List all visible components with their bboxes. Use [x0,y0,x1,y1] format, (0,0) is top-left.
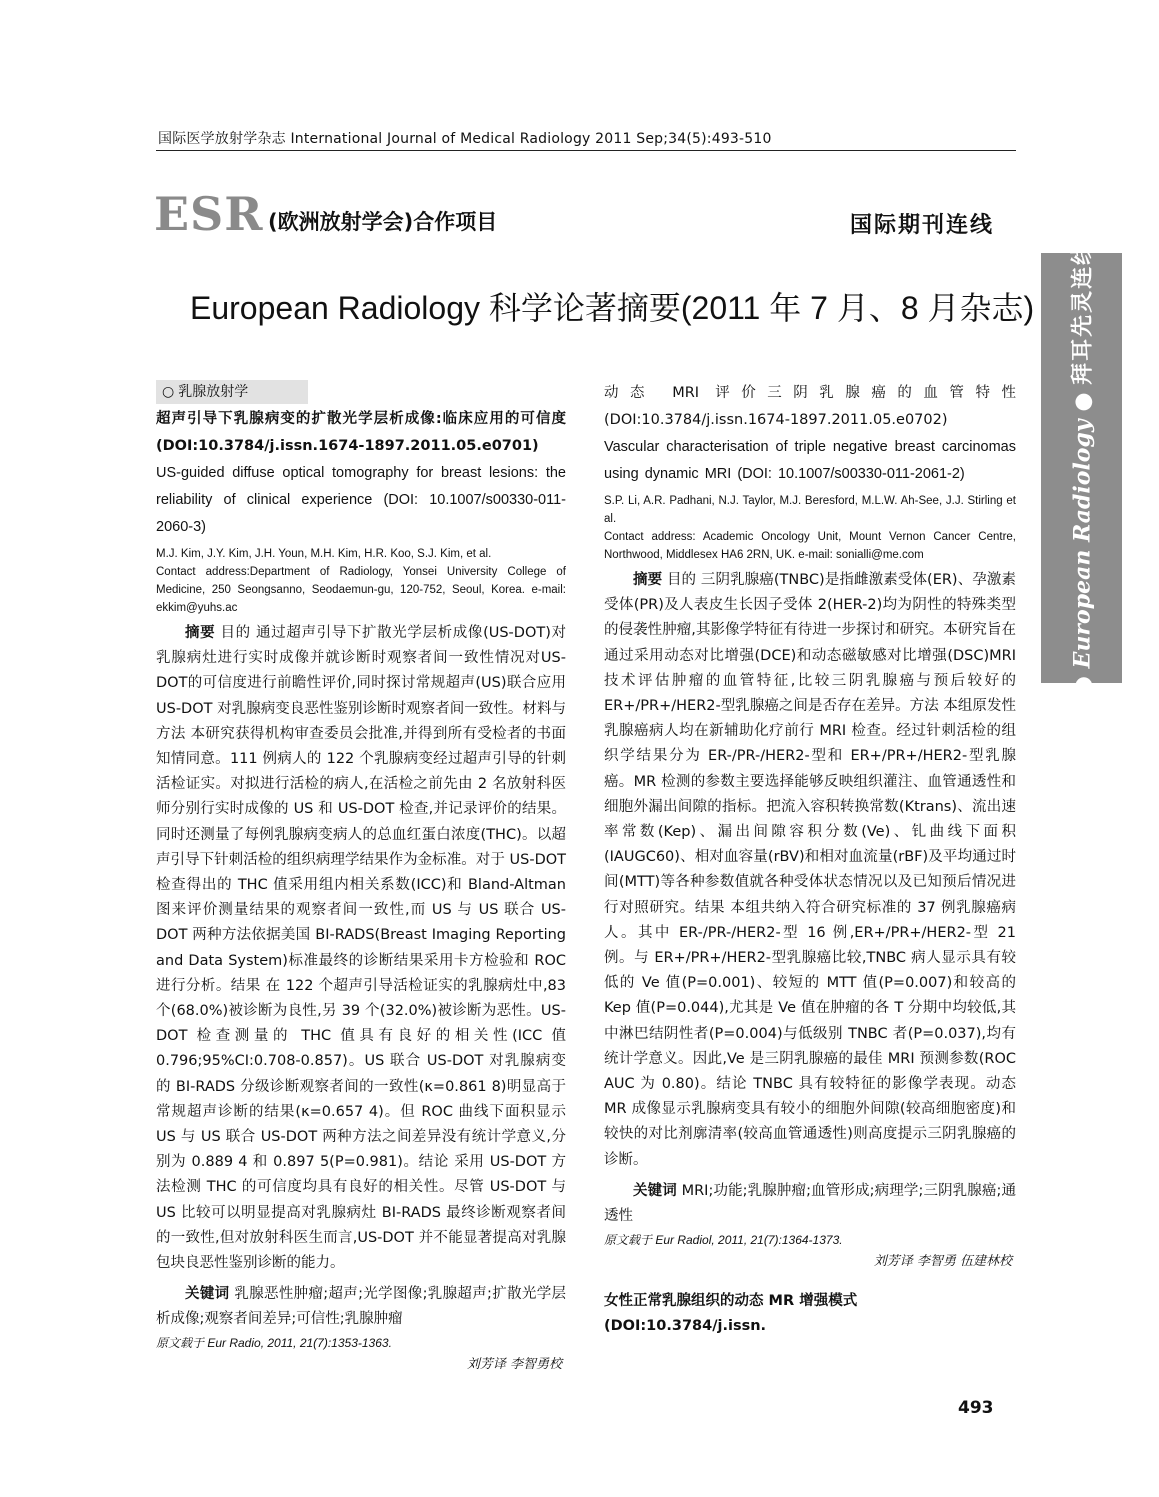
article2-contact: Contact address: Academic Oncology Unit, Mount Vernon Cancer Centre, Northwood, Middlesex HA6 2RN, UK. e-mail: sonialli@me.com [604,531,1016,561]
side-band-text: ● European Radiology ● 拜耳先灵连线 [1069,240,1096,696]
article3-title-cn: 女性正常乳腺组织的动态 MR 增强模式(DOI:10.3784/j.issn. [604,1292,858,1334]
article1-keywords [156,1282,566,1332]
article1-source: 原文载于 Eur Radio, 2011, 21(7):1353-1363. [156,1336,392,1351]
article2-title-cn: 动态 MRI 评价三阴乳腺癌的血管特性(DOI:10.3784/j.issn.1674-1897.2011.05.e0702) [604,385,1016,428]
section-tag-label: 乳腺放射学 [178,384,249,400]
article2-abstract-text: 目的 三阴乳腺癌(TNBC)是指雌激素受体(ER)、孕激素受体(PR)及人表皮生长因子受体 2(HER-2)均为阴性的特殊类型的侵袭性肿瘤,其影像学特征有待进一步探讨和研究。本研究旨在通过采用动态对比增强(DCE)和动态磁敏感对比增强(DSC)MRI 技术评估肿瘤的血管特征,比较三阴乳腺癌与预后较好的 ER+/PR+/HER2-型乳腺癌之间是否存在差异。方法 本组原发性乳腺癌病人均在新辅助化疗前行 MRI 检查。经过针刺活检的组织学结果分为 ER-/PR-/HER2-型和 ER+/PR+/HER2-型乳腺癌。MR 检测的参数主要选择能够反映组织灌注、血管通透性和细胞外漏出间隙的指标。把流入容积转换常数(Ktrans)、流出速率常数(Kep)、漏出间隙容积分数(Ve)、钆曲线下面积(IAUGC60)、相对血容量(rBV)和相对血流量(rBF)及平均通过时间(MTT)等各种参数值就各种受体状态情况以及已知预后情况进行对照研究。结果 本组共纳入符合研究标准的 37 例乳腺癌病人。其中 ER-/PR-/HER2-型 16 例,ER+/PR+/HER2-型 21 例。与 ER+/PR+/HER2-型乳腺癌比较,TNBC 病人显示具有较低的 Ve 值(P=0.001)、较短的 MTT 值(P=0.007)和较高的 Kep 值(P=0.044),尤其是 Ve 值在肿瘤的各 T 分期中均较低,其中淋巴结阴性者(P=0.004)与低级别 TNBC 者(P=0.037),均有统计学意义。因此,Ve 是三阴乳腺癌的最佳 MRI 预测参数(ROC AUC 为 0.80)。结论 TNBC 具有较特征的影像学表现。动态 MR 成像显示乳腺病变具有较小的细胞外间隙(较高细胞密度)和较快的对比剂廓清率(较高血管通透性)则高度提示三阴乳腺癌的诊断。 [604,572,1017,1168]
article1-abstract-label: 摘要 [185,625,216,641]
article1-contact: Contact address:Department of Radiology, Yonsei University College of Medicine, 250 Seongsanno, Seodaemun-gu, 120-752, Seoul, Korea. e-mail: ekkim@yuhs.ac [156,566,566,614]
article2-keywords-label: 关键词 [633,1182,677,1199]
article2-source: 原文载于 Eur Radiol, 2011, 21(7):1364-1373. [604,1232,843,1247]
article1-abstract-text: 目的 通过超声引导下扩散光学层析成像(US-DOT)对乳腺病灶进行实时成像并就诊断时观察者间一致性情况对US-DOT的可信度进行前瞻性评价,同时探讨常规超声(US)联合应用 US-DOT 对乳腺病变良恶性鉴别诊断时观察者间一致性。材料与方法 本研究获得机构审查委员会批准,并得到所有受检者的书面知情同意。111 例病人的 122 个乳腺病变经过超声引导的针刺活检证实。对拟进行活检的病人,在活检之前先由 2 名放射科医师分别行实时成像的 US 和 US-DOT 检查,并记录评价的结果。同时还测量了每例乳腺病变病人的总血红蛋白浓度(THC)。以超声引导下针刺活检的组织病理学结果作为金标准。对于 US-DOT 检查得出的 THC 值采用组内相关系数(ICC)和 Bland-Altman 图来评价测量结果的观察者间一致性,而 US 与 US 联合 US-DOT 两种方法依据美国 BI-RADS(Breast Imaging Reporting and Data System)标准最终的诊断结果采用卡方检验和 ROC 进行分析。结果 在 122 个超声引导活检证实的乳腺病灶中,83 个(68.0%)被诊断为良性,另 39 个(32.0%)被诊断为恶性。US-DOT 检查测量的 THC 值具有良好的相关性(ICC 值 0.796;95%CI:0.708-0.857)。US 联合 US-DOT 对乳腺病变的 BI-RADS 分级诊断观察者间的一致性(κ=0.861 8)明显高于常规超声诊断的结果(κ=0.657 4)。但 ROC 曲线下面积显示 US 与 US 联合 US-DOT 两种方法之间差异没有统计学意义,分别为 0.889 4 和 0.897 5(P=0.981)。结论 采用 US-DOT 方法检测 THC 的可信度均具有良好的相关性。尽管 US-DOT 与 US 比较可以明显提高对乳腺病灶 BI-RADS 最终诊断观察者间的一致性,但对放射科医生而言,US-DOT 并不能显著提高对乳腺包块良恶性鉴别诊断的能力。 [156,625,567,1272]
article1-translator: 刘芳译 李智勇校 [466,1357,562,1373]
side-band-label: 拜耳先灵连线 [1070,240,1096,385]
esr-subtitle: (欧洲放射学会)合作项目 [268,210,498,234]
page-number: 493 [958,1398,994,1418]
article1-title-cn: 超声引导下乳腺病变的扩散光学层析成像:临床应用的可信度(DOI:10.3784/j.issn.1674-1897.2011.05.e0701) [156,411,566,454]
article1-keywords-label: 关键词 [185,1286,230,1303]
column-label: 国际期刊连线 [850,213,995,238]
article1-title-en: US-guided diffuse optical tomography for breast lesions: the reliability of clinical experience (DOI: 10.1007/s00330-011-2060-3) [156,465,566,535]
esr-logo: ESR [154,187,264,241]
header-rule [156,150,1016,151]
side-band-journal: European Radiology [1069,419,1096,669]
article1-authors: M.J. Kim, J.Y. Kim, J.H. Youn, M.H. Kim, H.R. Koo, S.J. Kim, et al. [156,548,492,560]
side-band [1041,240,1122,696]
article2-abstract-label: 摘要 [633,572,663,588]
left-column [156,380,566,1376]
running-header: 国际医学放射学杂志 International Journal of Medical Radiology 2011 Sep;34(5):493-510 [158,131,772,147]
section-tag [156,380,308,404]
article2-translator: 刘芳译 李智勇 伍建林校 [873,1253,1012,1269]
right-column [604,380,1016,1339]
article2-keywords-text: MRI;功能;乳腺肿瘤;血管形成;病理学;三阴乳腺癌;通透性 [604,1182,1017,1224]
circle-icon: ○ [162,384,175,400]
article1-abstract [156,621,566,1276]
article2-abstract [604,568,1016,1173]
article1-keywords-text: 乳腺恶性肿瘤;超声;光学图像;乳腺超声;扩散光学层析成像;观察者间差异;可信性;乳腺肿瘤 [156,1286,567,1328]
page-title: European Radiology 科学论著摘要(2011 年 7 月、8 月杂志) [190,290,1035,326]
article2-authors: S.P. Li, A.R. Padhani, N.J. Taylor, M.J. Beresford, M.L.W. Ah-See, J.J. Stirling et al. [604,495,1016,525]
article2-title-en: Vascular characterisation of triple negative breast carcinomas using dynamic MRI (DOI: 10.1007/s00330-011-2061-2) [604,439,1016,482]
article2-keywords [604,1179,1016,1229]
